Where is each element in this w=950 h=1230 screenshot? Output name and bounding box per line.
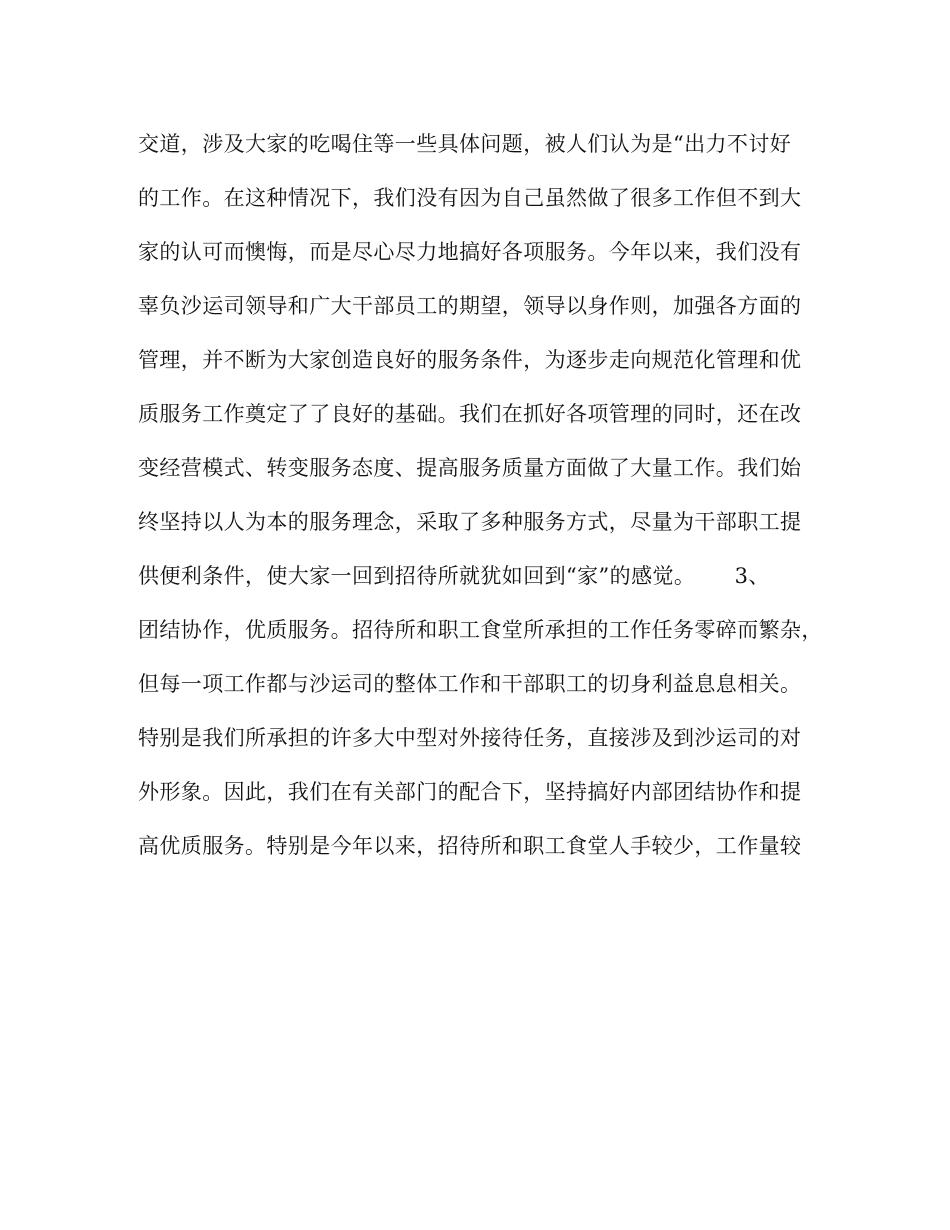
text-line: 特别是我们所承担的许多大中型对外接待任务，直接涉及到沙运司的对 [138,726,802,750]
text-line: 家的认可而懊悔，而是尽心尽力地搞好各项服务。今年以来，我们没有 [138,240,802,264]
text-line: 质服务工作奠定了了良好的基础。我们在抓好各项管理的同时，还在改 [138,402,802,426]
text-line: 终坚持以人为本的服务理念，采取了多种服务方式，尽量为干部职工提 [138,510,802,534]
text-line: 但每一项工作都与沙运司的整体工作和干部职工的切身利益息息相关。 [138,672,802,696]
text-line: 团结协作，优质服务。招待所和职工食堂所承担的工作任务零碎而繁杂， [138,618,823,642]
document-body [138,122,838,878]
text-line: 的工作。在这种情况下，我们没有因为自己虽然做了很多工作但不到大 [138,186,802,210]
text-line: 交道，涉及大家的吃喝住等一些具体问题，被人们认为是“出力不讨好 [138,132,792,156]
text-line: 变经营模式、转变服务态度、提高服务质量方面做了大量工作。我们始 [138,456,802,480]
text-line: 管理，并不断为大家创造良好的服务条件，为逐步走向规范化管理和优 [138,348,802,372]
text-line: 外形象。因此，我们在有关部门的配合下，坚持搞好内部团结协作和提 [138,780,802,804]
text-line: 高优质服务。特别是今年以来，招待所和职工食堂人手较少，工作量较 [138,834,802,858]
text-line: 辜负沙运司领导和广大干部员工的期望，领导以身作则，加强各方面的 [138,294,802,318]
text-line: 供便利条件，使大家一回到招待所就犹如回到“家”的感觉。 3、 [138,564,770,588]
